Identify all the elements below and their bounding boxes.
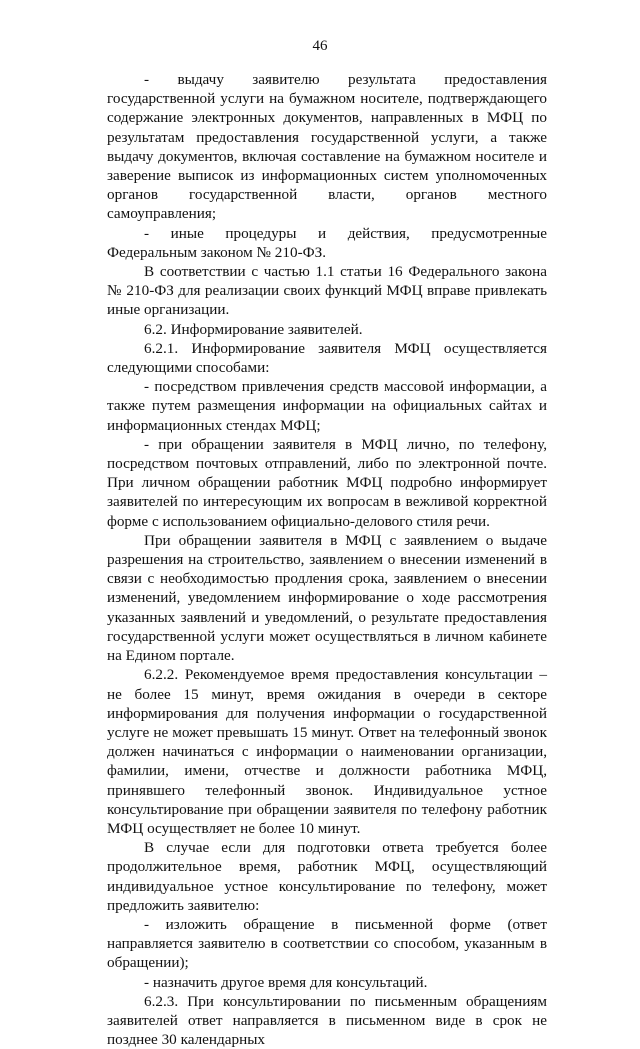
list-item-reschedule: - назначить другое время для консультаций. xyxy=(144,973,428,991)
paragraph-personal-cabinet: При обращении заявителя в МФЦ с заявлением о выдаче разрешения на строительство, заявлением о внесении изменений в связи с необходимостью продления срока, заявлением о внесении изменений, уведомлением информирование о ходе рассмотрения указанных заявлений и уведомлений, о результате предоставления государственной услуги может осуществляться в личном кабинете на Едином портале. xyxy=(107,531,547,665)
page-number: 46 xyxy=(312,38,328,54)
list-item-mass-media: - посредством привлечения средств массовой информации, а также путем размещения информации на официальных сайтах и информационных стендах МФЦ; xyxy=(107,378,547,434)
paragraph-informing-methods: 6.2.1. Информирование заявителя МФЦ осуществляется следующими способами: xyxy=(107,339,547,377)
document-body xyxy=(107,70,547,1049)
list-item-personal-contact: - при обращении заявителя в МФЦ лично, по телефону, посредством почтовых отправлений, либо по электронной почте. При личном обращении работник МФЦ подробно информирует заявителей по интересующим их вопросам в вежливой корректной форме с использованием официально-делового стиля речи. xyxy=(107,435,547,530)
paragraph-longer-response: В случае если для подготовки ответа требуется более продолжительное время, работник МФЦ, осуществляющий индивидуальное устное консультирование по телефону, может предложить заявителю: xyxy=(107,839,547,914)
paragraph-other-organizations: В соответствии с частью 1.1 статьи 16 Федерального закона № 210-ФЗ для реализации своих функций МФЦ вправе привлекать иные организации. xyxy=(107,263,547,319)
paragraph-consultation-time: 6.2.2. Рекомендуемое время предоставления консультации – не более 15 минут, время ожидания в очереди в секторе информирования для получения информации о государственной услуге не может превышать 15 минут. Ответ на телефонный звонок должен начинаться с информации о наименовании организации, фамилии, имени, отчестве и должности работника МФЦ, принявшего телефонный звонок. Индивидуальное устное консультирование при обращении заявителя по телефону работник МФЦ осуществляет не более 10 минут. xyxy=(107,666,547,837)
list-item-written-request: - изложить обращение в письменной форме (ответ направляется заявителю в соответствии со способом, указанным в обращении); xyxy=(107,915,547,972)
paragraph-other-procedures: - иные процедуры и действия, предусмотренные Федеральным законом № 210-ФЗ. xyxy=(107,224,547,261)
paragraph-written-consultation: 6.2.3. При консультировании по письменным обращениям заявителей ответ направляется в письменном виде в срок не позднее 30 календарных xyxy=(107,992,547,1049)
paragraph-issuance-of-results: - выдачу заявителю результата предоставления государственной услуги на бумажном носителе, подтверждающего содержание электронных документов, направленных в МФЦ по результатам предоставления государственной услуги, а также выдачу документов, включая составление на бумажном носителе и заверение выписок из информационных систем уполномоченных органов государственной власти, органов местного самоуправления; xyxy=(107,71,547,223)
section-heading-informing: 6.2. Информирование заявителей. xyxy=(144,320,363,338)
